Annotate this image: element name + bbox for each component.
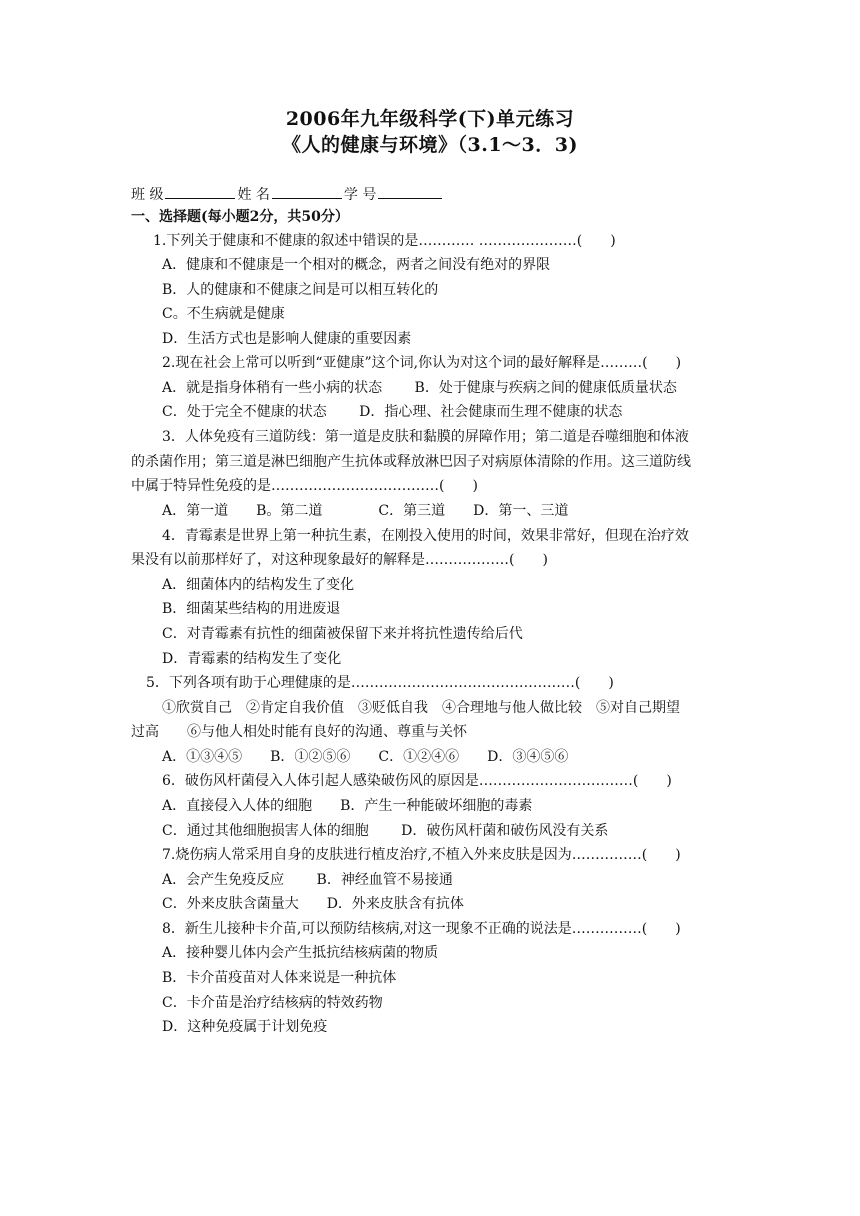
- page-subtitle: 《人的健康与环境》（3.1～3．3): [282, 134, 578, 156]
- option-line: D．生活方式也是影响人健康的重要因素: [162, 331, 412, 347]
- option-line: D．青霉素的结构发生了变化: [162, 651, 342, 667]
- option-line: B．细菌某些结构的用进废退: [162, 601, 341, 617]
- statement-line: ①欣赏自己 ②肯定自我价值 ③贬低自我 ④合理地与他人做比较 ⑤对自己期望: [162, 700, 680, 716]
- number-label: 学 号: [343, 187, 377, 203]
- question-line: 果没有以前那样好了，对这种现象最好的解释是………………( ): [131, 552, 548, 568]
- option-line: C．卡介苗是治疗结核病的特效药物: [162, 995, 383, 1011]
- option-line: A．健康和不健康是一个相对的概念，两者之间没有绝对的界限: [162, 257, 551, 273]
- option-line: A．会产生免疫反应 B．神经血管不易接通: [162, 872, 453, 888]
- option-line: B．卡介苗疫苗对人体来说是一种抗体: [162, 970, 397, 986]
- option-line: B．人的健康和不健康之间是可以相互转化的: [162, 282, 439, 298]
- question-line: 7.烧伤病人常采用自身的皮肤进行植皮治疗,不植入外来皮肤是因为……………( ): [162, 847, 681, 863]
- number-blank: [378, 184, 442, 199]
- option-line: A．就是指身体稍有一些小病的状态 B．处于健康与疾病之间的健康低质量状态: [162, 380, 677, 396]
- question-line: 5．下列各项有助于心理健康的是…………………………………………( ): [146, 675, 614, 691]
- question-line: 8．新生儿接种卡介苗,可以预防结核病,对这一现象不正确的说法是……………( ): [162, 921, 681, 937]
- section-heading: 一、选择题(每小题2分，共50分）: [131, 209, 349, 225]
- name-blank: [272, 184, 342, 199]
- statement-line: 过高 ⑥与他人相处时能有良好的沟通、尊重与关怀: [131, 724, 467, 740]
- option-line: A．①③④⑤ B．①②⑤⑥ C．①②④⑥ D．③④⑤⑥: [162, 749, 569, 765]
- student-info-row: [131, 184, 444, 204]
- question-line: 的杀菌作用；第三道是淋巴细胞产生抗体或释放淋巴因子对病原体清除的作用。这三道防线: [131, 454, 691, 470]
- option-line: D．这种免疫属于计划免疫: [162, 1019, 328, 1035]
- option-line: A．第一道 B。第二道 C．第三道 D．第一、三道: [162, 503, 569, 519]
- page-title: 2006年九年级科学(下)单元练习: [285, 108, 575, 130]
- question-line: 3．人体免疫有三道防线：第一道是皮肤和黏膜的屏障作用；第二道是吞噬细胞和体液: [162, 429, 689, 445]
- class-label: 班 级: [131, 187, 164, 203]
- option-line: A．接种婴儿体内会产生抵抗结核病菌的物质: [162, 945, 439, 961]
- question-line: 6．破伤风杆菌侵入人体引起人感染破伤风的原因是……………………………( ): [162, 773, 672, 789]
- option-line: C．处于完全不健康的状态 D．指心理、社会健康而生理不健康的状态: [162, 404, 623, 420]
- option-line: C．通过其他细胞损害人体的细胞 D．破伤风杆菌和破伤风没有关系: [162, 823, 609, 839]
- name-label: 姓 名: [237, 187, 270, 203]
- option-line: A．细菌体内的结构发生了变化: [162, 577, 355, 593]
- question-line: 1.下列关于健康和不健康的叙述中错误的是………… …………………( ): [153, 233, 616, 249]
- option-line: C．对青霉素有抗性的细菌被保留下来并将抗性遗传给后代: [162, 626, 523, 642]
- question-line: 中属于特异性免疫的是………………………………( ): [131, 478, 478, 494]
- question-line: 4．青霉素是世界上第一种抗生素，在刚投入使用的时间，效果非常好，但现在治疗效: [162, 528, 689, 544]
- option-line: A．直接侵入人体的细胞 B．产生一种能破坏细胞的毒素: [162, 798, 533, 814]
- option-line: C。不生病就是健康: [162, 306, 285, 322]
- option-line: C．外来皮肤含菌量大 D．外来皮肤含有抗体: [162, 896, 464, 912]
- class-blank: [165, 184, 235, 199]
- question-line: 2.现在社会上常可以听到“亚健康”这个词,你认为对这个词的最好解释是………( ): [162, 355, 682, 371]
